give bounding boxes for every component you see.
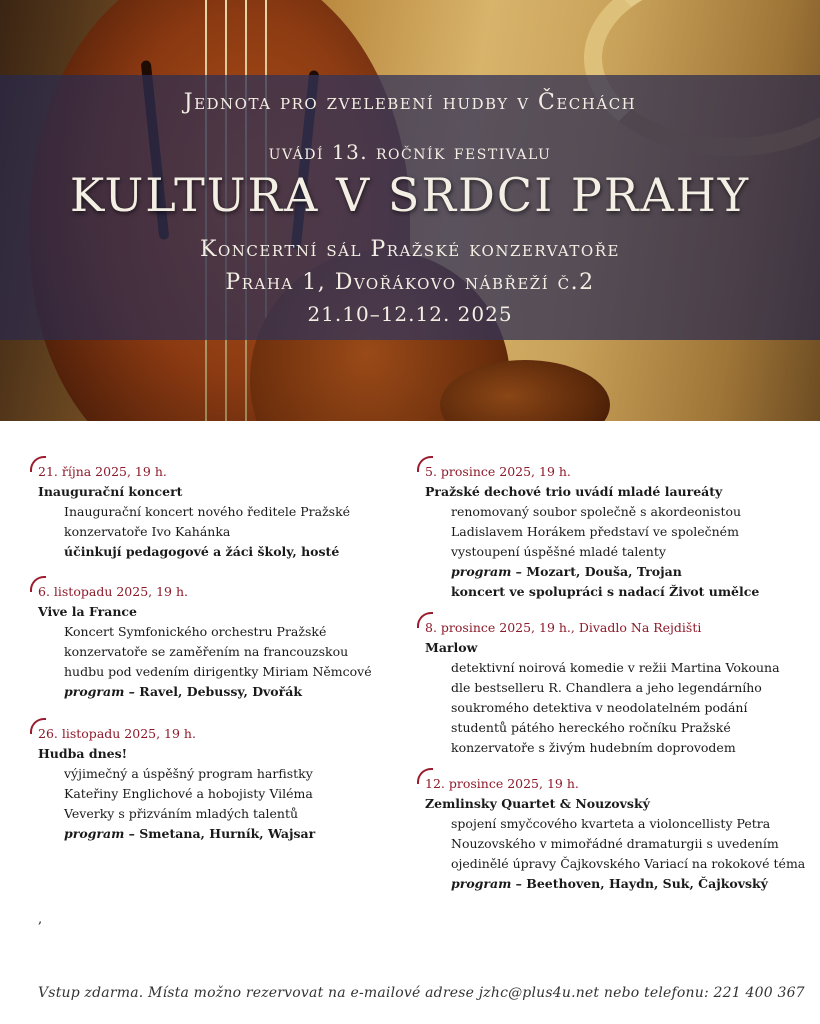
event-partner-note: koncert ve spolupráci s nadací Život umělce: [451, 584, 760, 599]
description-line: Veverky s přizváním mladých talentů: [64, 806, 299, 821]
venue-address: Praha 1, Dvořákovo nábřeží č.2: [225, 270, 595, 295]
event-title: Vive la France: [38, 604, 137, 619]
description-line: Kateřiny Englichové a hobojisty Viléma: [64, 786, 313, 801]
event-description: [425, 814, 820, 874]
program-composers: – Smetana, Hurník, Wajsar: [124, 826, 316, 841]
event-program: [425, 874, 820, 894]
event-title: Marlow: [425, 640, 478, 655]
description-line: studentů pátého hereckého ročníku Pražské: [451, 720, 731, 735]
description-line: vystoupení úspěšné mladé talenty: [451, 544, 666, 559]
event-title: Inaugurační koncert: [38, 484, 183, 499]
event-program: [425, 562, 820, 582]
stray-comma: ,: [38, 912, 43, 927]
arc-ornament: [30, 456, 46, 472]
description-line: hudbu pod vedením dirigentky Miriam Němcové: [64, 664, 372, 679]
arc-ornament: [30, 576, 46, 592]
event-description: [425, 658, 820, 758]
description-line: detektivní noirová komedie v režii Martina Vokouna: [451, 660, 780, 675]
header-banner: [0, 0, 820, 421]
description-line: Inaugurační koncert nového ředitele Pražské: [64, 504, 351, 519]
event-item: [425, 462, 820, 602]
event-program: [38, 824, 428, 844]
footer-reservation-info: Vstup zdarma. Místa možno rezervovat na e-mailové adrese jzhc@plus4u.net nebo telefonu: 221 400 367: [38, 985, 805, 1001]
festival-title: KULTURA V SRDCI PRAHY: [69, 168, 751, 222]
event-date: 5. prosince 2025, 19 h.: [425, 464, 571, 479]
description-line: renomovaný soubor společně s akordeonistou: [451, 504, 742, 519]
description-line: spojení smyčcového kvarteta a violoncellisty Petra: [451, 816, 771, 831]
description-line: soukromého detektiva v neodolatelném podání: [451, 700, 748, 715]
venue-name: Koncertní sál Pražské konzervatoře: [200, 237, 620, 262]
event-date: 21. října 2025, 19 h.: [38, 464, 167, 479]
description-line: výjimečný a úspěšný program harfistky: [64, 766, 313, 781]
event-program: [38, 682, 428, 702]
program-composers: – Ravel, Debussy, Dvořák: [124, 684, 302, 699]
event-item: [38, 462, 428, 562]
event-date: 26. listopadu 2025, 19 h.: [38, 726, 196, 741]
event-description: [38, 502, 428, 542]
program-column-right: [425, 462, 820, 910]
program-label: program: [451, 564, 512, 579]
event-description: [38, 764, 428, 824]
description-line: Koncert Symfonického orchestru Pražské: [64, 624, 327, 639]
program-label: program: [64, 684, 125, 699]
event-title: Zemlinsky Quartet & Nouzovský: [425, 796, 650, 811]
event-item: [425, 774, 820, 894]
event-item: [38, 724, 428, 844]
society-name: Jednota pro zvelebení hudby v Čechách: [183, 90, 637, 115]
description-line: dle bestselleru R. Chandlera a jeho legendárního: [451, 680, 762, 695]
program-label: program: [451, 876, 512, 891]
arc-ornament: [30, 718, 46, 734]
description-line: konzervatoře Ivo Kahánka: [64, 524, 231, 539]
program-label: program: [64, 826, 125, 841]
festival-edition: uvádí 13. ročník festivalu: [268, 140, 552, 164]
description-line: ojedinělé úpravy Čajkovského Variací na rokokové téma: [451, 856, 806, 871]
event-item: [38, 582, 428, 702]
event-date: 6. listopadu 2025, 19 h.: [38, 584, 188, 599]
festival-dates: 21.10–12.12. 2025: [307, 302, 513, 326]
event-title: Pražské dechové trio uvádí mladé laureáty: [425, 484, 723, 499]
event-description: [425, 502, 820, 562]
description-line: konzervatoře se zaměřením na francouzskou: [64, 644, 349, 659]
program-column-left: [38, 462, 428, 860]
description-line: Nouzovského v mimořádné dramaturgii s uvedením: [451, 836, 779, 851]
event-date: 12. prosince 2025, 19 h.: [425, 776, 579, 791]
event-performers: účinkují pedagogové a žáci školy, hosté: [64, 544, 340, 559]
event-item: [425, 618, 820, 758]
event-date: 8. prosince 2025, 19 h., Divadlo Na Rejdišti: [425, 620, 702, 635]
arc-ornament: [417, 456, 433, 472]
program-composers: – Mozart, Douša, Trojan: [511, 564, 682, 579]
program-composers: – Beethoven, Haydn, Suk, Čajkovský: [511, 876, 768, 891]
event-title: Hudba dnes!: [38, 746, 128, 761]
description-line: konzervatoře s živým hudebním doprovodem: [451, 740, 736, 755]
description-line: Ladislavem Horákem představí ve společném: [451, 524, 739, 539]
event-description: [38, 622, 428, 682]
